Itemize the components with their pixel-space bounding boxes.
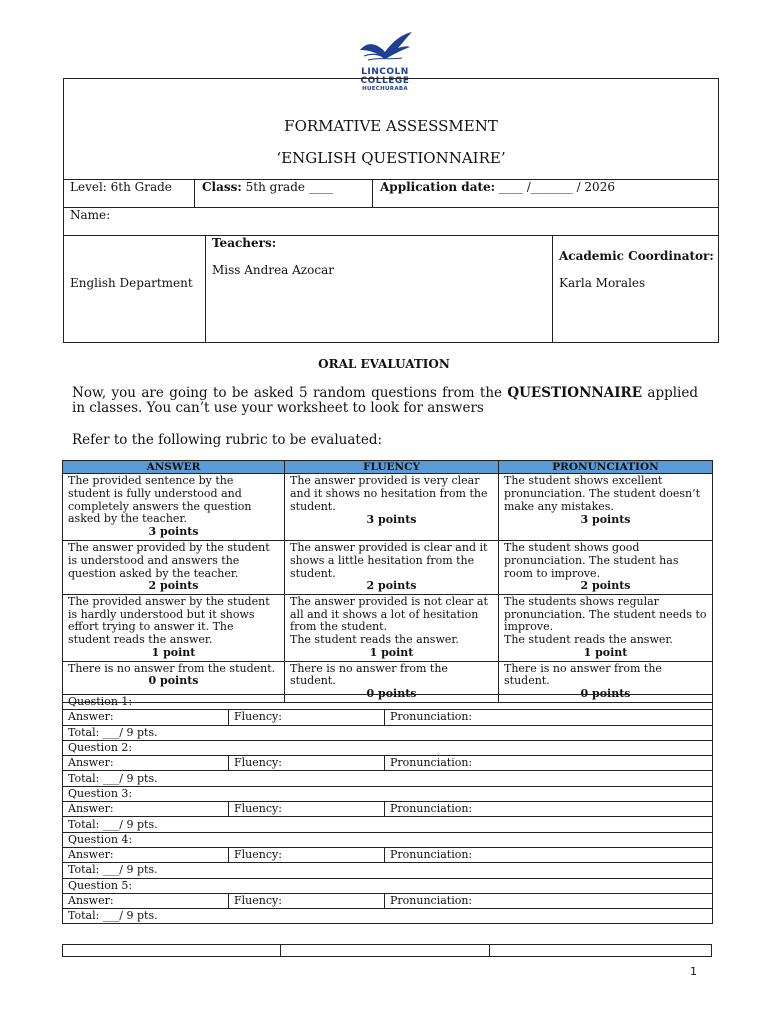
rubric-cell: There is no answer from the student. 0 points	[499, 661, 713, 702]
rubric-cell: There is no answer from the student. 0 points	[285, 661, 499, 702]
rubric-header-row	[63, 461, 713, 474]
class-field: Class: 5th grade ____	[202, 180, 333, 194]
fluency-score-field[interactable]: Fluency:	[229, 756, 385, 771]
rubric-row	[63, 594, 713, 661]
question-total-row	[63, 909, 713, 924]
fluency-score-field[interactable]: Fluency:	[229, 710, 385, 725]
rubric-cell: There is no answer from the student. 0 points	[63, 661, 285, 702]
question-score-row	[63, 893, 713, 908]
fluency-score-field[interactable]: Fluency:	[229, 847, 385, 862]
eagle-icon	[354, 30, 416, 64]
question-score-row	[63, 756, 713, 771]
pronunciation-score-field[interactable]: Pronunciation:	[385, 893, 713, 908]
fluency-score-field[interactable]: Fluency:	[229, 802, 385, 817]
answer-score-field[interactable]: Answer:	[63, 756, 229, 771]
rubric-row	[63, 474, 713, 541]
coordinator-name: Karla Morales	[559, 276, 646, 290]
question-label-row	[63, 786, 713, 801]
questions-table	[62, 694, 713, 924]
answer-score-field[interactable]: Answer:	[63, 847, 229, 862]
application-date-field: Application date: ____ /_______ / 2026	[380, 180, 615, 194]
question-total-row	[63, 771, 713, 786]
assessment-subtitle: ‘ENGLISH QUESTIONNAIRE’	[276, 149, 506, 167]
level-field: Level: 6th Grade	[70, 180, 172, 194]
rubric-cell: The students shows regular pronunciation. The student needs to improve. The student reads the answer. 1 point	[499, 594, 713, 661]
question-label: Question 4:	[63, 832, 713, 847]
question-total-row	[63, 725, 713, 740]
question-label-row	[63, 832, 713, 847]
footer-table	[62, 944, 712, 957]
question-score-row	[63, 847, 713, 862]
question-total-row	[63, 817, 713, 832]
coordinator-label: Academic Coordinator:	[559, 249, 714, 263]
pronunciation-score-field[interactable]: Pronunciation:	[385, 802, 713, 817]
rubric-cell: The student shows good pronunciation. The student has room to improve. 2 points	[499, 540, 713, 594]
rubric-cell: The answer provided is not clear at all and it shows a lot of hesitation from the student. The student reads the answer. 1 point	[285, 594, 499, 661]
page-number: 1	[690, 965, 697, 978]
name-field: Name:	[70, 208, 111, 222]
rubric-cell: The student shows excellent pronunciation. The student doesn’t make any mistakes. 3 points	[499, 474, 713, 541]
rubric-cell: The answer provided is very clear and it shows no hesitation from the student. 3 points	[285, 474, 499, 541]
question-total-row	[63, 863, 713, 878]
pronunciation-score-field[interactable]: Pronunciation:	[385, 847, 713, 862]
teacher-name: Miss Andrea Azocar	[212, 263, 334, 277]
rubric-cell: The provided sentence by the student is fully understood and completely answers the question asked by the teacher. 3 points	[63, 474, 285, 541]
rubric-cell: The answer provided by the student is understood and answers the question asked by the teacher. 2 points	[63, 540, 285, 594]
rubric-cell: The provided answer by the student is hardly understood but it shows effort trying to answer it. The student reads the answer. 1 point	[63, 594, 285, 661]
question-label-row	[63, 695, 713, 710]
department-label: English Department	[70, 276, 193, 290]
answer-score-field[interactable]: Answer:	[63, 893, 229, 908]
intro-paragraph: Now, you are going to be asked 5 random questions from the QUESTIONNAIRE applied in classes. You can’t use your worksheet to look for answers	[72, 385, 699, 416]
total-field[interactable]: Total: ___/ 9 pts.	[63, 863, 713, 878]
pronunciation-score-field[interactable]: Pronunciation:	[385, 710, 713, 725]
fluency-score-field[interactable]: Fluency:	[229, 893, 385, 908]
pronunciation-score-field[interactable]: Pronunciation:	[385, 756, 713, 771]
teachers-label: Teachers:	[212, 236, 277, 250]
question-label: Question 5:	[63, 878, 713, 893]
rubric-col-fluency: FLUENCY	[285, 461, 499, 474]
total-field[interactable]: Total: ___/ 9 pts.	[63, 725, 713, 740]
rubric-col-pronunciation: PRONUNCIATION	[499, 461, 713, 474]
total-field[interactable]: Total: ___/ 9 pts.	[63, 909, 713, 924]
answer-score-field[interactable]: Answer:	[63, 802, 229, 817]
total-field[interactable]: Total: ___/ 9 pts.	[63, 817, 713, 832]
question-label-row	[63, 740, 713, 755]
rubric-instruction: Refer to the following rubric to be evaluated:	[72, 432, 383, 448]
total-field[interactable]: Total: ___/ 9 pts.	[63, 771, 713, 786]
question-score-row	[63, 710, 713, 725]
question-label: Question 2:	[63, 740, 713, 755]
header-box	[63, 78, 719, 343]
rubric-row	[63, 540, 713, 594]
question-label: Question 3:	[63, 786, 713, 801]
logo-line-2: COLLEGE	[360, 76, 410, 86]
rubric-cell: The answer provided is clear and it shows a little hesitation from the student. 2 points	[285, 540, 499, 594]
assessment-title: FORMATIVE ASSESSMENT	[284, 117, 498, 135]
answer-score-field[interactable]: Answer:	[63, 710, 229, 725]
question-label-row	[63, 878, 713, 893]
logo-line-3: HUECHURABA	[362, 86, 408, 92]
rubric-col-answer: ANSWER	[63, 461, 285, 474]
question-label: Question 1:	[63, 695, 713, 710]
question-score-row	[63, 802, 713, 817]
rubric-table	[62, 460, 713, 703]
logo-line-1: LINCOLN	[361, 67, 409, 77]
section-heading: ORAL EVALUATION	[318, 357, 450, 371]
